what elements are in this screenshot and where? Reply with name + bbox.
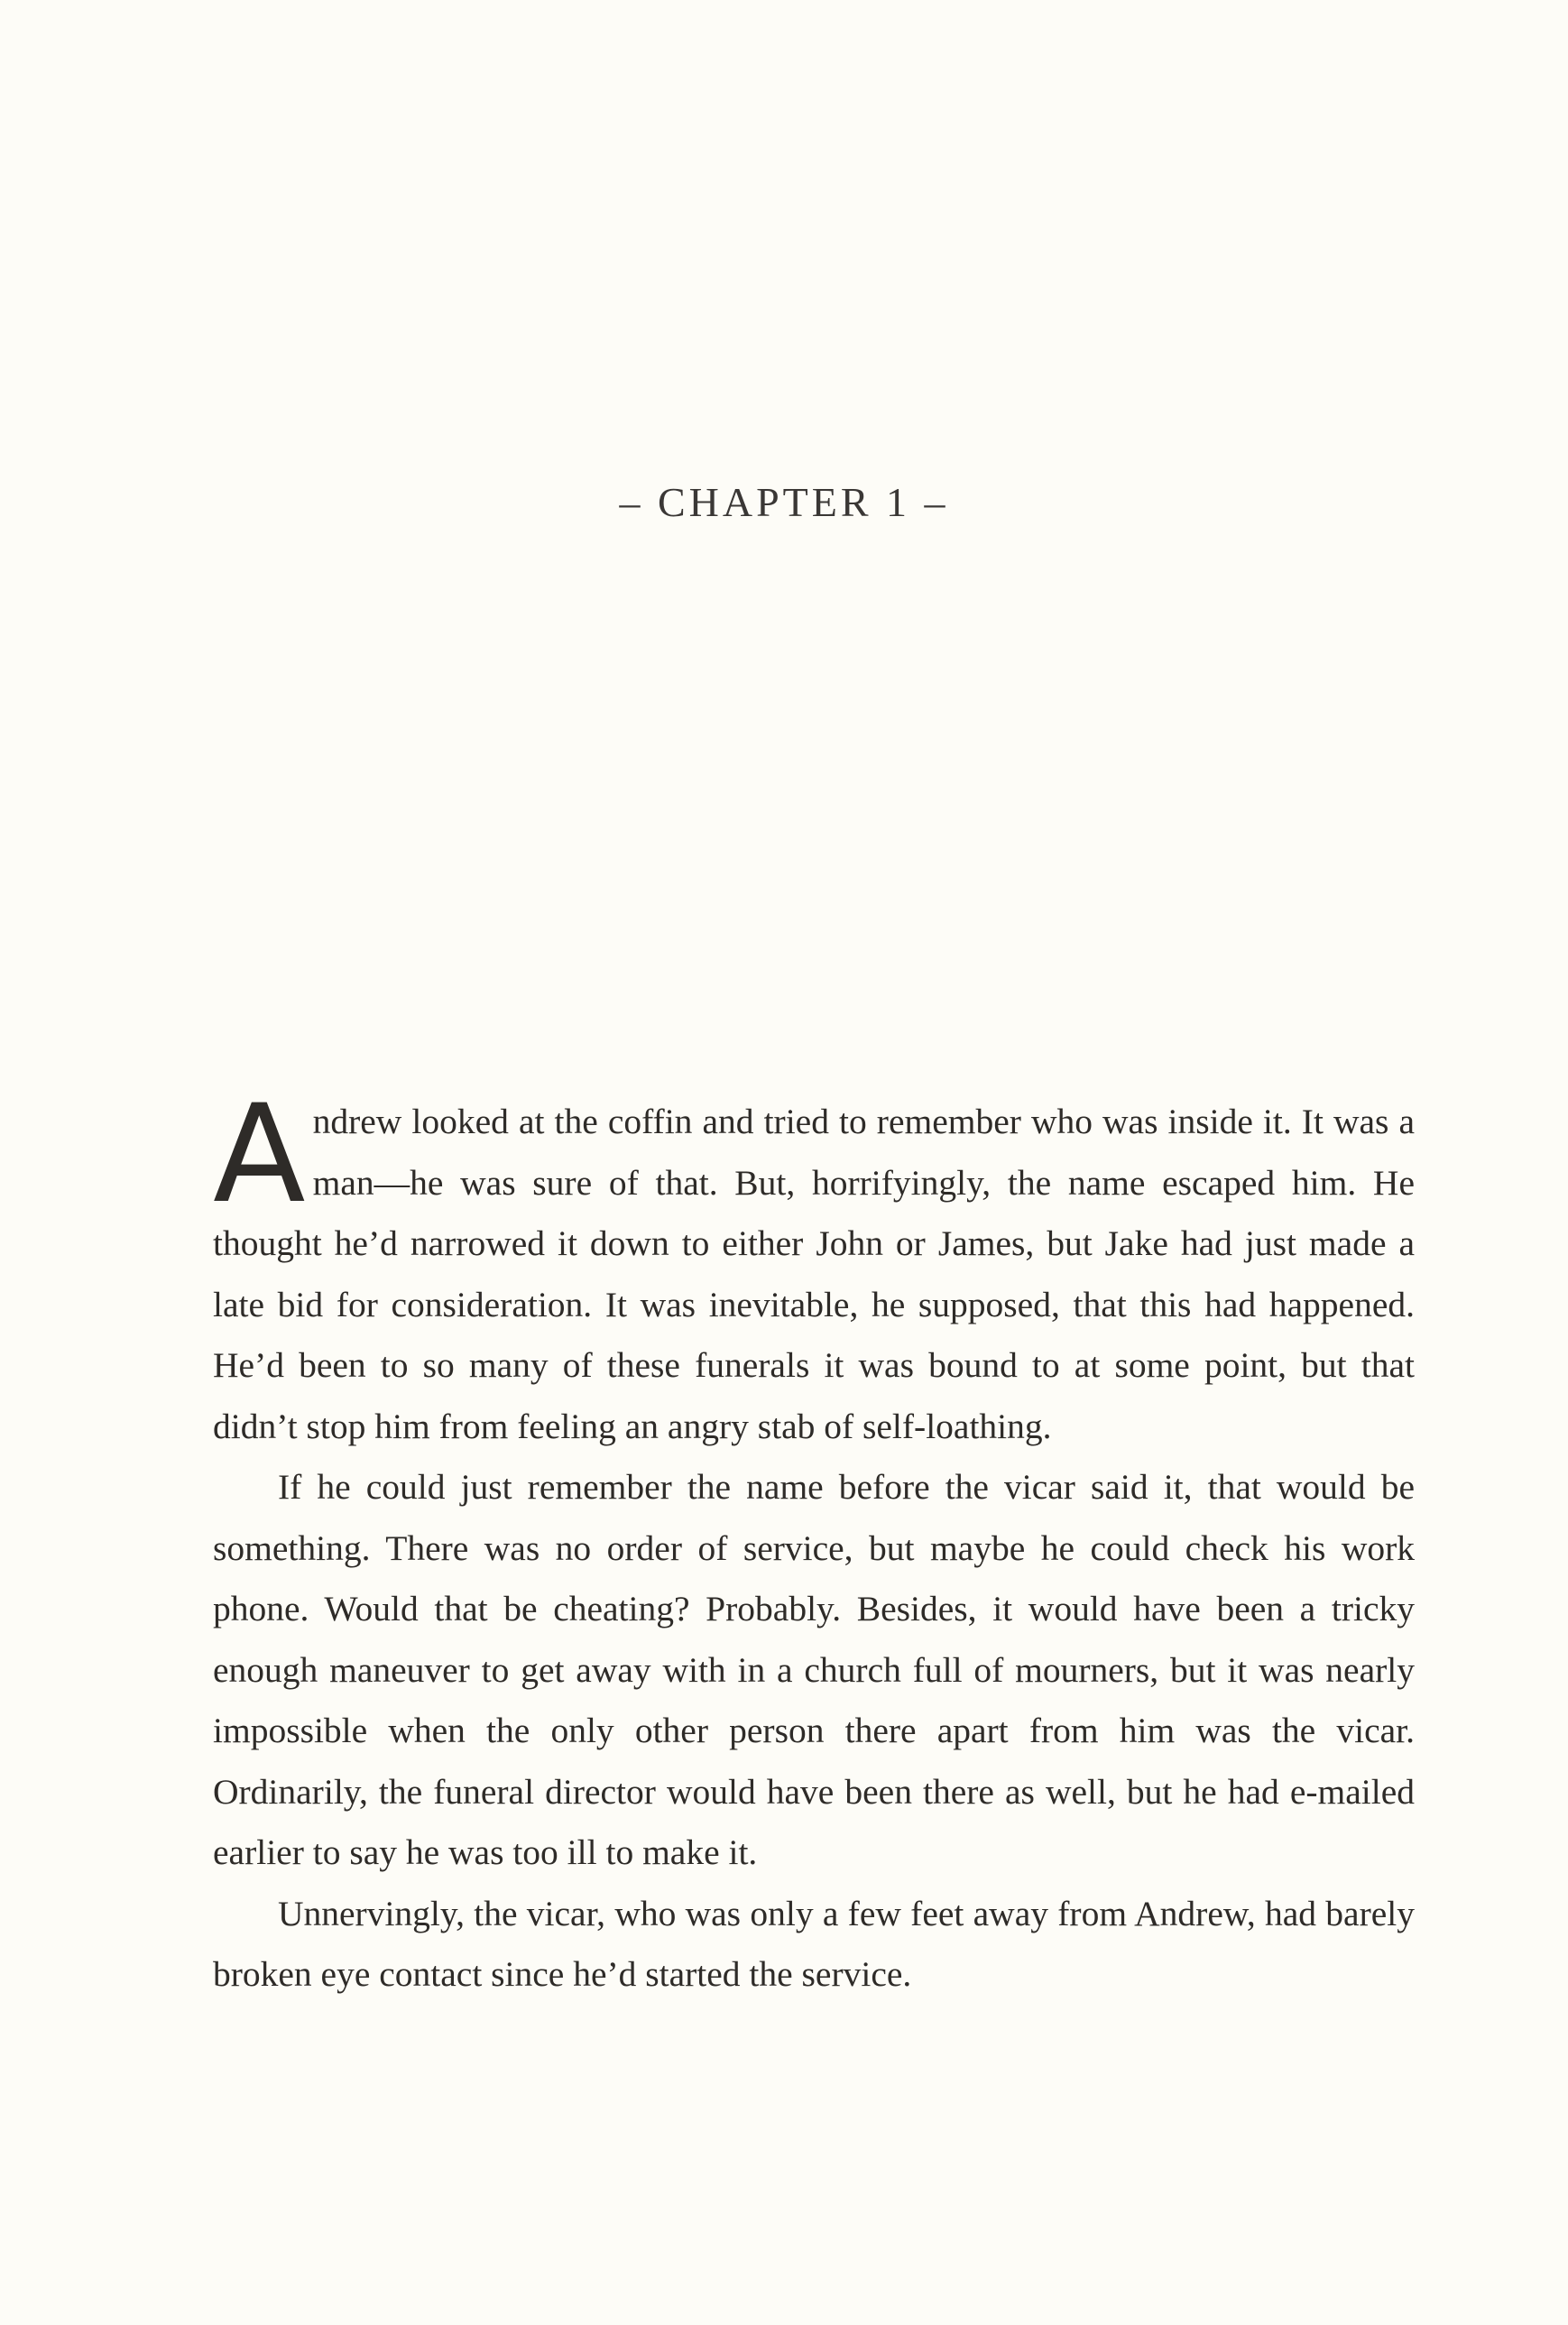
drop-cap: A xyxy=(213,1076,306,1233)
paragraph-1 xyxy=(213,1076,1415,1457)
body-text xyxy=(213,1076,1415,2006)
paragraph-2: If he could just remember the name before the vicar said it, that would be something. There was no order of service, but maybe he could check his work phone. Would that be cheating? Probably. Besides, it would have been a tricky enough maneuver to get away with in a church full of mourners, but it was nearly impossible when the only other person there apart from him was the vicar. Ordinarily, the funeral director would have been there as well, but he had e-mailed earlier to say he was too ill to make it. xyxy=(213,1467,1415,1872)
paragraph-1-text: ndrew looked at the coffin and tried to remember who was inside it. It was a man—he was sure of that. But, horrifyingly, the name escaped him. He thought he’d narrowed it down to either John or James, but Jake had just made a late bid for consideration. It was inevitable, he supposed, that this had happened. He’d been to so many of these funerals it was bound to at some point, but that didn’t stop him from feeling an angry stab of self-loathing. xyxy=(213,1102,1415,1446)
paragraph-3: Unnervingly, the vicar, who was only a few feet away from Andrew, had barely broken eye contact since he’d started the service. xyxy=(213,1893,1415,1994)
chapter-heading: – CHAPTER 1 – xyxy=(619,479,949,525)
